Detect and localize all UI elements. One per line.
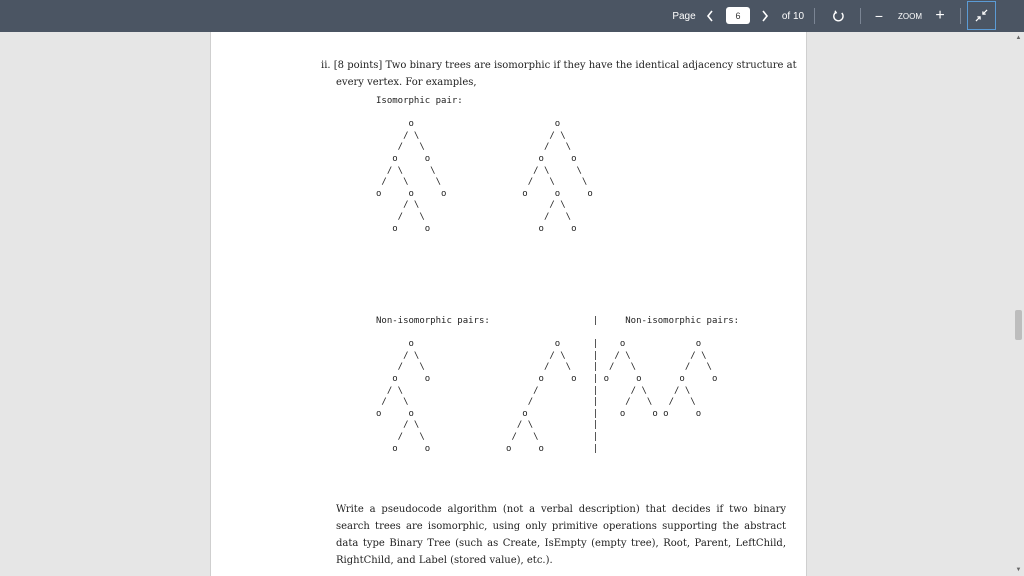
next-page-button[interactable] [758, 0, 772, 32]
question-line-2: every vertex. For examples, [336, 77, 477, 88]
question-line-1 [321, 57, 797, 74]
question-line-1-text: Two binary trees are isomorphic if they have the identical adjacency structure at [382, 60, 797, 71]
scroll-up-arrow-icon[interactable]: ▲ [1015, 35, 1022, 41]
question-paragraph [321, 57, 797, 91]
page-total-label: of 10 [781, 10, 805, 22]
non-isomorphic-pairs-diagram: Non-isomorphic pairs: | Non-isomorphic pairs: o o | o o / \ / \ | / \ / \ / \ / \ | / \ / \ o o o o | o o o o / \ / | / \ / \ / \ / | / \ / \ o o o | o o o o / \ / \ | / \ / \ | o o o o | [376, 316, 740, 454]
question-prefix: ii. [8 points] [321, 60, 383, 71]
toolbar-divider [960, 8, 961, 24]
prev-page-button[interactable] [703, 0, 717, 32]
vertical-scrollbar[interactable] [1013, 32, 1024, 576]
toolbar-divider [814, 8, 815, 24]
page-number-input[interactable]: 6 [726, 7, 750, 24]
chevron-left-icon [706, 10, 714, 22]
scroll-down-arrow-icon[interactable]: ▼ [1015, 567, 1022, 573]
collapse-toolbar-button[interactable] [967, 1, 996, 30]
zoom-out-button[interactable]: − [874, 8, 884, 24]
reset-view-button[interactable] [828, 0, 848, 32]
viewer-toolbar [0, 0, 1024, 32]
page-label: Page [672, 10, 696, 22]
chevron-right-icon [761, 10, 769, 22]
toolbar-divider [860, 8, 861, 24]
isomorphic-pair-diagram: Isomorphic pair: o o / \ / \ / \ / \ o o o o / \ \ / \ \ / \ \ / \ \ o o o o o o / \ / \ / \ / \ o o o o [376, 96, 593, 234]
scrollbar-thumb[interactable] [1015, 310, 1022, 340]
collapse-arrows-icon [975, 9, 988, 22]
zoom-in-button[interactable]: + [935, 7, 945, 24]
zoom-label: ZOOM [898, 11, 922, 21]
rotate-icon [832, 10, 845, 23]
task-paragraph: Write a pseudocode algorithm (not a verbal description) that decides if two binary search trees are isomorphic, using only primitive operations supporting the abstract data type Binary Tree (such as Create, IsEmpty (empty tree), Root, Parent, LeftChild, RightChild, and Label (stored value), etc.). [336, 504, 786, 566]
pdf-page [210, 32, 807, 576]
